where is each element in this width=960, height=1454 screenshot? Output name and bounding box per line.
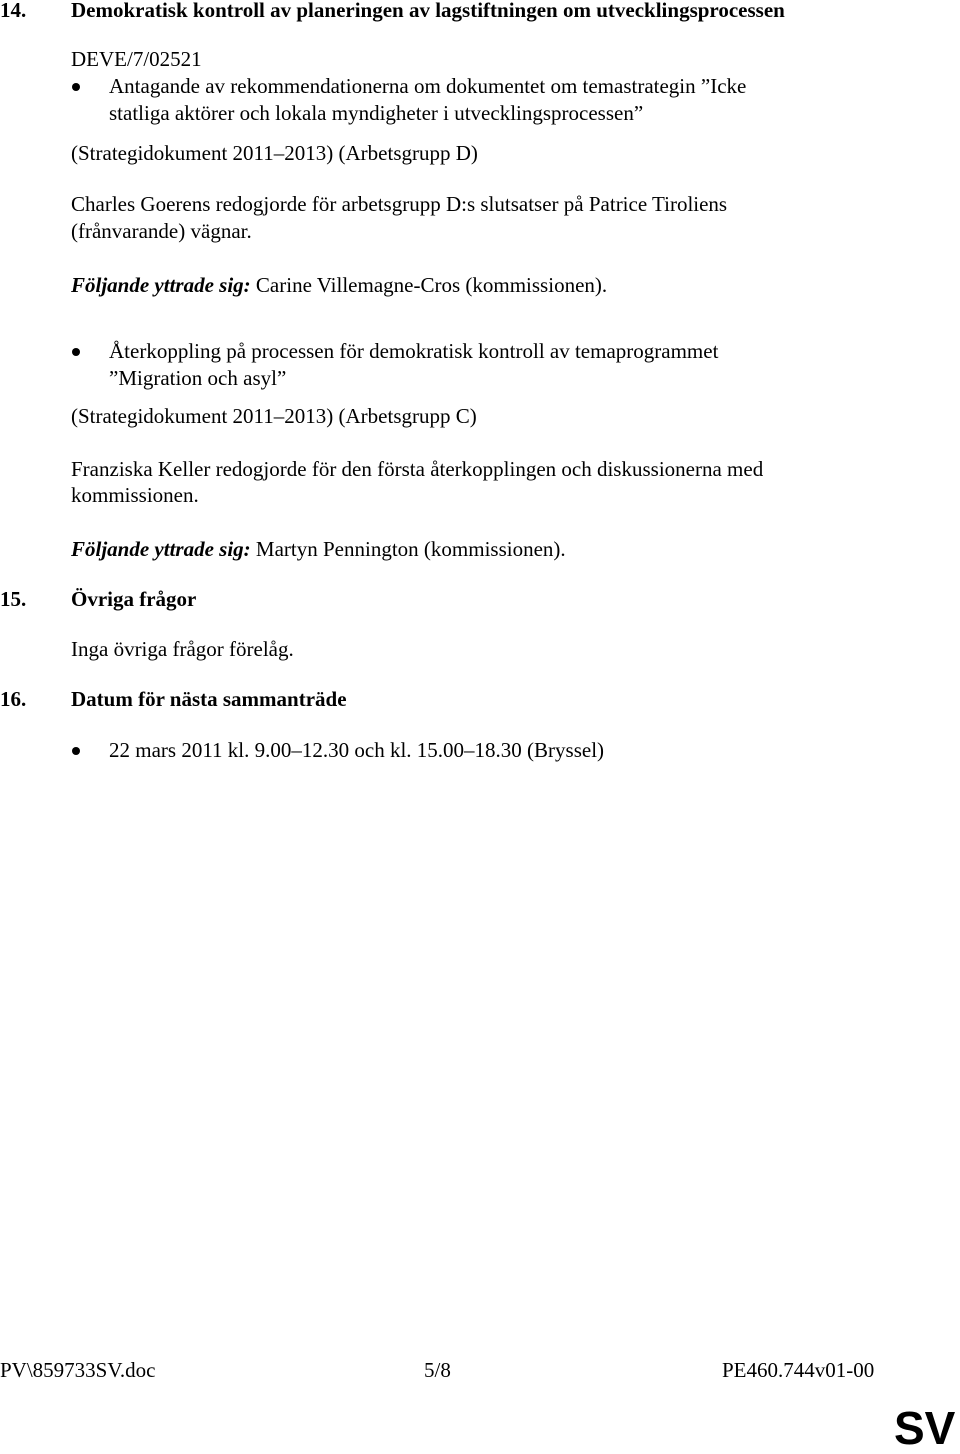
item-2-title-line2: ”Migration och asyl” bbox=[109, 366, 287, 390]
item-1-report-line2: (frånvarande) vägnar. bbox=[71, 219, 252, 243]
speakers-list: Martyn Pennington (kommissionen). bbox=[255, 537, 566, 561]
footer-page-number: 5/8 bbox=[424, 1358, 451, 1382]
item-1-report-line1: Charles Goerens redogjorde för arbetsgrupp D:s slutsatser på Patrice Tiroliens bbox=[71, 192, 728, 216]
bullet-3 bbox=[72, 747, 80, 755]
speakers-label: Följande yttrade sig: bbox=[71, 273, 251, 297]
item-1-title-line1: Antagande av rekommendationerna om dokumentet om temastrategin ”Icke bbox=[109, 74, 747, 98]
item-1-title-line2: statliga aktörer och lokala myndigheter i utvecklingsprocessen” bbox=[109, 101, 644, 125]
footer-doc-id: PV\859733SV.doc bbox=[0, 1358, 156, 1382]
section-15-number: 15. bbox=[0, 587, 27, 611]
footer-reference: PE460.744v01-00 bbox=[722, 1358, 875, 1382]
item-2-speakers bbox=[71, 536, 566, 563]
next-meeting-date: 22 mars 2011 kl. 9.00–12.30 och kl. 15.00–18.30 (Bryssel) bbox=[109, 738, 605, 762]
item-2-title-line1: Återkoppling på processen för demokratisk kontroll av temaprogrammet bbox=[109, 339, 719, 363]
section-16-number: 16. bbox=[0, 687, 27, 711]
section-15-text: Inga övriga frågor förelåg. bbox=[71, 637, 294, 661]
language-badge: SV bbox=[894, 1402, 956, 1454]
reference-number: DEVE/7/02521 bbox=[71, 47, 202, 71]
item-1-context: (Strategidokument 2011–2013) (Arbetsgrupp D) bbox=[71, 141, 478, 165]
section-14-number: 14. bbox=[0, 0, 27, 22]
section-14-title: Demokratisk kontroll av planeringen av lagstiftningen om utvecklingsprocessen bbox=[71, 0, 785, 22]
section-16-title: Datum för nästa sammanträde bbox=[71, 687, 347, 711]
item-2-report-line1: Franziska Keller redogjorde för den första återkopplingen och diskussionerna med bbox=[71, 457, 764, 481]
item-2-report-line2: kommissionen. bbox=[71, 483, 199, 507]
bullet-1 bbox=[72, 83, 80, 91]
section-15-title: Övriga frågor bbox=[71, 587, 197, 611]
item-1-speakers bbox=[71, 272, 607, 299]
item-2-context: (Strategidokument 2011–2013) (Arbetsgrupp C) bbox=[71, 404, 477, 428]
speakers-label: Följande yttrade sig: bbox=[71, 537, 251, 561]
speakers-list: Carine Villemagne-Cros (kommissionen). bbox=[255, 273, 608, 297]
bullet-2 bbox=[72, 348, 80, 356]
